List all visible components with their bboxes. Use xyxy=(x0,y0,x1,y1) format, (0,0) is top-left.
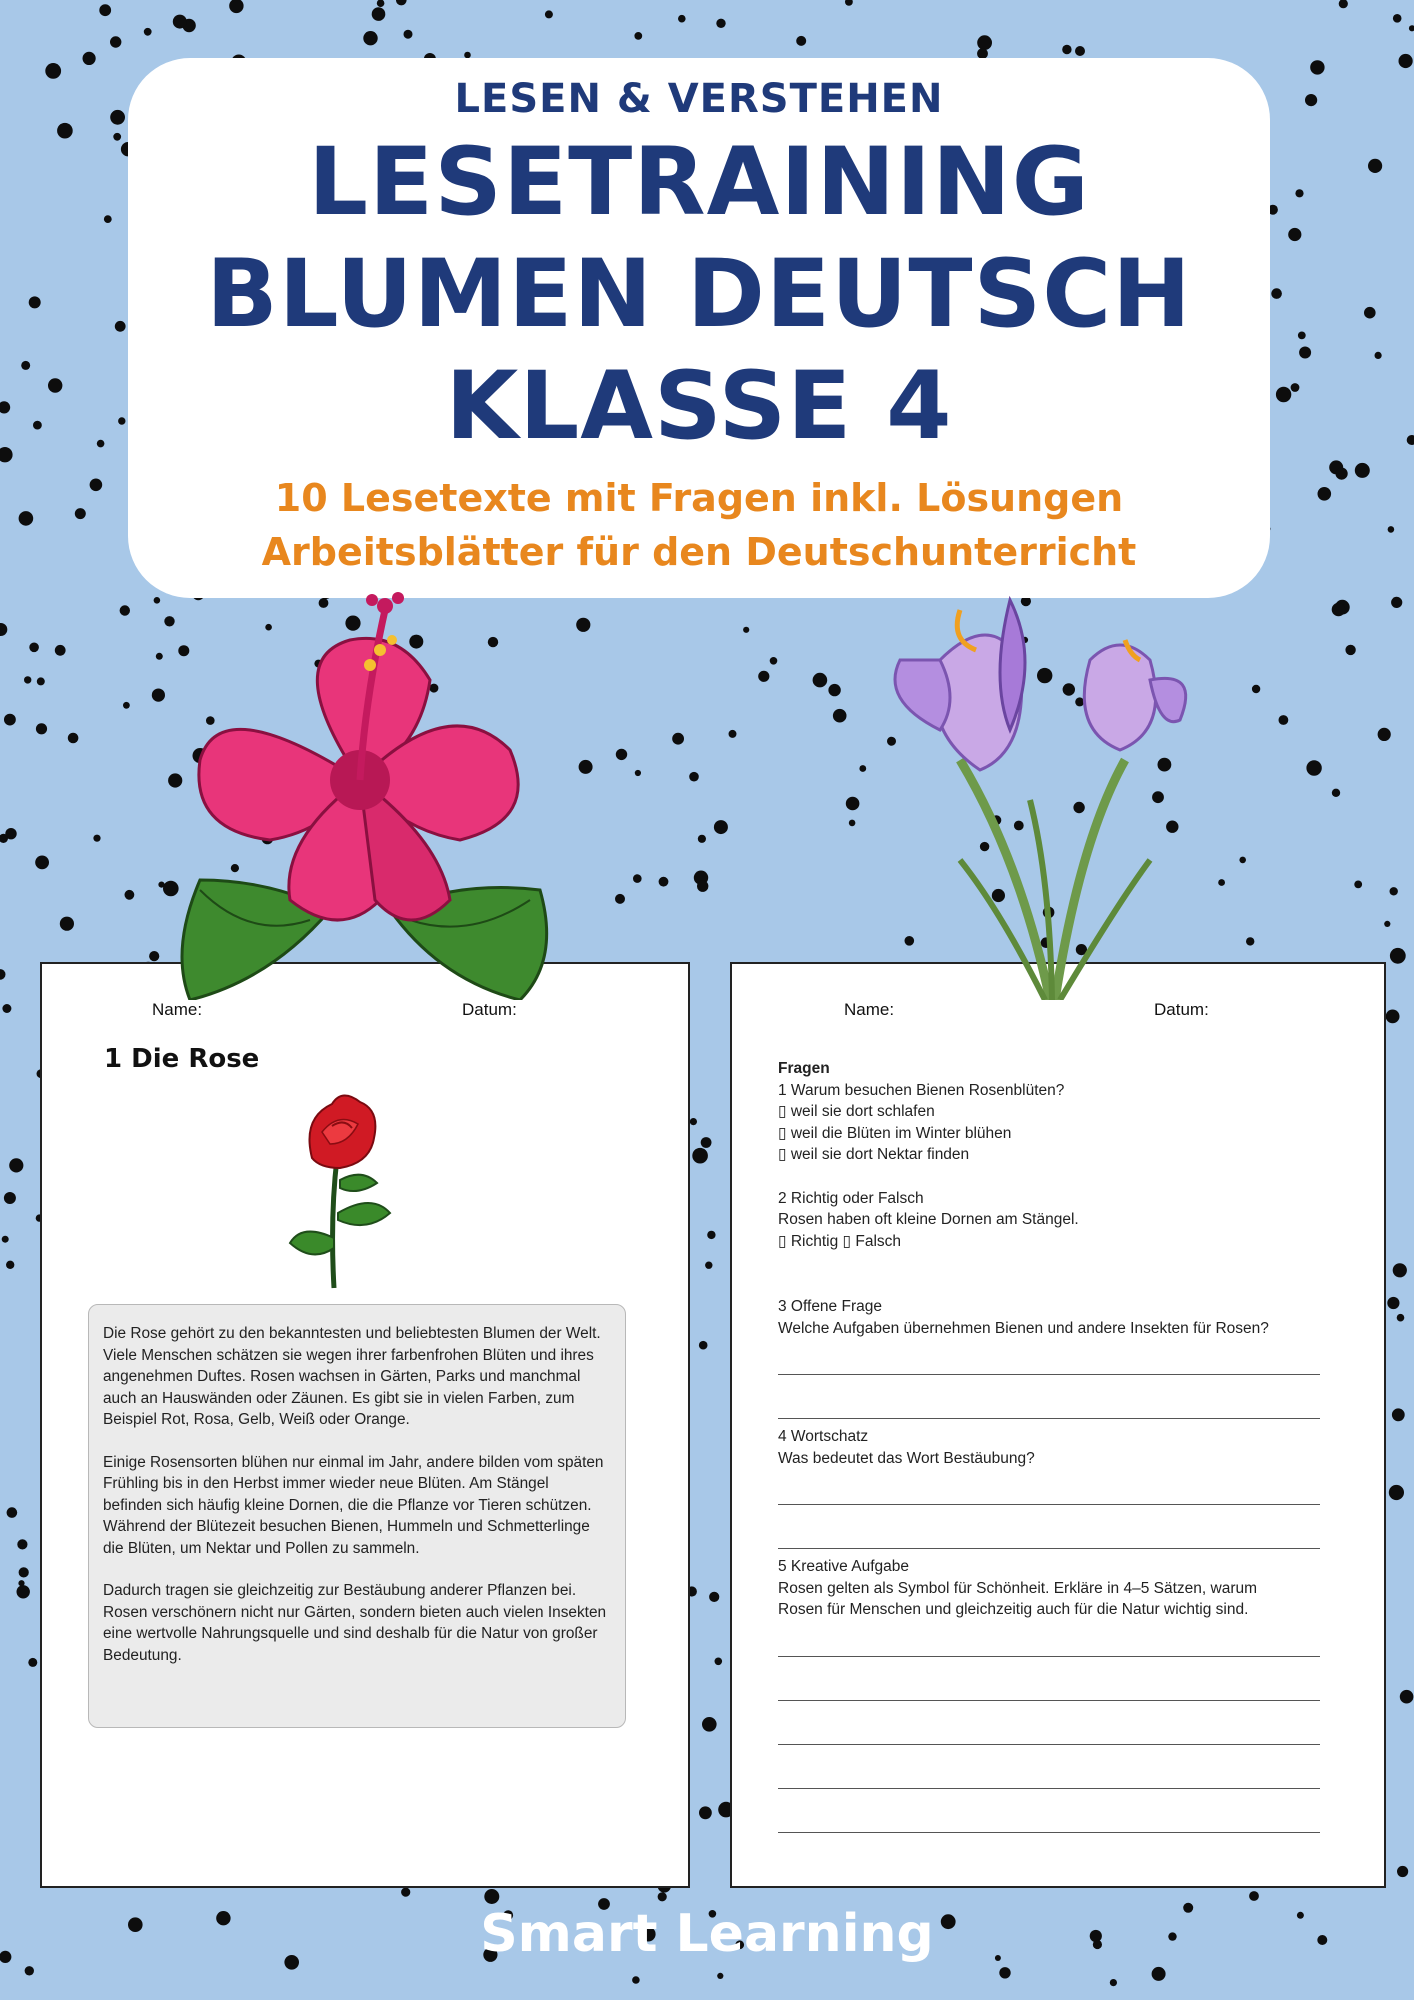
background-dot xyxy=(0,969,6,980)
background-dot xyxy=(714,820,728,834)
paragraph-3: Dadurch tragen sie gleichzeitig zur Bestäubung anderer Pflanzen bei. Rosen verschönern nicht nur Gärten, sondern bieten auch vielen Insekten eine wertvolle Nahrungsquelle und sind deshalb für die Natur von großer Bedeutung. xyxy=(103,1582,607,1664)
background-dot xyxy=(716,19,725,28)
kicker-label: LESEN & VERSTEHEN xyxy=(454,76,944,122)
background-dot xyxy=(377,0,385,7)
background-dot xyxy=(1393,14,1402,23)
background-dot xyxy=(2,1236,9,1243)
question-5-block xyxy=(778,1556,1326,1621)
answer-line[interactable] xyxy=(778,1744,1320,1745)
background-dot xyxy=(1409,25,1414,31)
background-dot xyxy=(635,770,641,776)
paragraph-1: Die Rose gehört zu den bekanntesten und beliebtesten Blumen der Welt. Viele Menschen schätzen sie wegen ihrer farbenfrohen Blüten und ihres angenehmen Duftes. Rosen wachsen in Gärten, Parks und manchmal auch an Hauswänden oder Zäunen. Es gibt sie in vielen Farben, zum Beispiel Rot, Rosa, Gelb, Weiß oder Orange. xyxy=(103,1325,601,1428)
background-dot xyxy=(1378,728,1391,741)
background-dot xyxy=(634,32,642,40)
background-dot xyxy=(729,730,737,738)
background-dot xyxy=(1291,383,1300,392)
background-dot xyxy=(404,30,413,39)
background-dot xyxy=(19,511,34,526)
background-dot xyxy=(690,1118,697,1125)
background-dot xyxy=(833,709,847,723)
background-dot xyxy=(1271,288,1282,299)
background-dot xyxy=(19,1567,29,1577)
background-dot xyxy=(689,772,699,782)
background-dot xyxy=(113,133,121,141)
background-dot xyxy=(83,52,96,65)
questions-worksheet xyxy=(730,962,1386,1888)
background-dot xyxy=(717,1973,723,1979)
background-dot xyxy=(678,15,686,23)
background-dot xyxy=(115,321,126,332)
background-dot xyxy=(1110,1979,1117,1986)
background-dot xyxy=(615,894,625,904)
background-dot xyxy=(149,951,159,961)
background-dot xyxy=(1400,1690,1414,1704)
background-dot xyxy=(977,35,992,50)
background-dot xyxy=(36,723,47,734)
background-dot xyxy=(1249,1891,1259,1901)
background-dot xyxy=(1390,887,1398,895)
answer-line[interactable] xyxy=(778,1700,1320,1701)
background-dot xyxy=(1397,1866,1408,1877)
background-dot xyxy=(1318,487,1332,501)
background-dot xyxy=(9,1158,23,1172)
background-dot xyxy=(45,63,61,79)
background-dot xyxy=(796,36,806,46)
background-dot xyxy=(1397,1314,1405,1322)
background-dot xyxy=(25,1966,34,1975)
background-dot xyxy=(846,797,860,811)
background-dot xyxy=(1392,1408,1405,1421)
background-dot xyxy=(1310,60,1324,74)
question-4-block xyxy=(778,1426,1326,1469)
background-dot xyxy=(1288,228,1301,241)
background-dot xyxy=(845,0,853,6)
background-dot xyxy=(1279,715,1289,725)
background-dot xyxy=(118,417,125,424)
question-4-text: Was bedeutet das Wort Bestäubung? xyxy=(778,1449,1035,1467)
background-dot xyxy=(68,733,79,744)
background-dot xyxy=(699,1806,712,1819)
background-dot xyxy=(1298,332,1306,340)
background-dot xyxy=(6,1261,14,1269)
background-dot xyxy=(859,765,866,772)
background-dot xyxy=(579,760,593,774)
answer-line[interactable] xyxy=(778,1548,1320,1549)
background-dot xyxy=(104,215,112,223)
rose-icon xyxy=(282,1088,402,1292)
background-dot xyxy=(828,684,840,696)
background-dot xyxy=(697,881,708,892)
background-dot xyxy=(1407,435,1414,445)
date-label: Datum: xyxy=(1154,1000,1209,1019)
background-dot xyxy=(616,749,627,760)
question-5-text-2: Rosen für Menschen und gleichzeitig auch für die Natur wichtig sind. xyxy=(778,1601,1249,1618)
answer-line[interactable] xyxy=(778,1504,1320,1505)
title-line-3: KLASSE 4 xyxy=(445,352,953,461)
background-dot xyxy=(1152,1967,1166,1981)
background-dot xyxy=(29,643,39,653)
background-dot xyxy=(55,645,66,656)
background-dot xyxy=(1075,46,1085,56)
background-dot xyxy=(229,0,243,13)
background-dot xyxy=(672,733,684,745)
background-dot xyxy=(4,714,16,726)
background-dot xyxy=(93,835,100,842)
background-dot xyxy=(698,835,706,843)
background-dot xyxy=(120,605,130,615)
background-dot xyxy=(1399,54,1413,68)
background-dot xyxy=(701,1137,712,1148)
background-dot xyxy=(1332,603,1346,617)
background-dot xyxy=(1364,307,1376,319)
background-dot xyxy=(4,1192,16,1204)
hibiscus-flower-icon xyxy=(160,580,560,1000)
background-dot xyxy=(1355,463,1370,478)
name-label: Name: xyxy=(152,1000,203,1019)
question-1-option-2[interactable]: ▯ weil die Blüten im Winter blühen xyxy=(778,1124,1012,1142)
background-dot xyxy=(692,1148,708,1164)
background-dot xyxy=(363,31,377,45)
background-dot xyxy=(99,4,111,16)
background-dot xyxy=(372,7,386,21)
background-dot xyxy=(29,296,41,308)
background-dot xyxy=(33,421,42,430)
background-dot xyxy=(813,673,828,688)
title-line-2: BLUMEN DEUTSCH xyxy=(206,240,1192,349)
background-dot xyxy=(1391,597,1402,608)
background-dot xyxy=(1252,685,1260,693)
background-dot xyxy=(1299,347,1311,359)
brand-logo-text: Smart Learning xyxy=(480,1904,934,1964)
reading-worksheet xyxy=(40,962,690,1888)
background-dot xyxy=(1305,94,1317,106)
question-1-title: 1 Warum besuchen Bienen Rosenblüten? xyxy=(778,1081,1065,1099)
background-dot xyxy=(1386,1010,1400,1024)
subtitle-line-2: Arbeitsblätter für den Deutschunterricht xyxy=(261,530,1137,574)
background-dot xyxy=(17,1539,27,1549)
background-dot xyxy=(715,1658,723,1666)
background-dot xyxy=(24,676,31,683)
date-label: Datum: xyxy=(462,1000,517,1019)
background-dot xyxy=(0,401,10,413)
question-2-statement: Rosen haben oft kleine Dornen am Stängel. xyxy=(778,1211,1079,1228)
background-dot xyxy=(1276,387,1291,402)
answer-line[interactable] xyxy=(778,1832,1320,1833)
question-1-option-1[interactable]: ▯ weil sie dort schlafen xyxy=(778,1103,935,1120)
question-5-title: 5 Kreative Aufgabe xyxy=(778,1558,909,1575)
background-dot xyxy=(35,856,49,870)
name-label: Name: xyxy=(844,1000,895,1019)
question-4-title: 4 Wortschatz xyxy=(778,1428,869,1445)
background-dot xyxy=(110,110,125,125)
background-dot xyxy=(21,361,30,370)
background-dot xyxy=(1246,937,1254,945)
background-dot xyxy=(1368,159,1382,173)
background-dot xyxy=(545,10,553,18)
title-card xyxy=(128,58,1270,598)
background-dot xyxy=(1336,468,1348,480)
background-dot xyxy=(123,702,130,709)
question-2-options[interactable]: ▯ Richtig ▯ Falsch xyxy=(778,1232,902,1250)
background-dot xyxy=(699,1341,708,1350)
background-dot xyxy=(401,1888,410,1897)
reading-text-box xyxy=(88,1304,626,1728)
background-dot xyxy=(144,28,152,36)
background-dot xyxy=(0,623,7,636)
questions-block xyxy=(778,1058,1326,1252)
background-dot xyxy=(999,1967,1010,1978)
background-dot xyxy=(97,440,105,448)
background-dot xyxy=(0,447,13,462)
answer-line[interactable] xyxy=(778,1656,1320,1657)
background-dot xyxy=(7,1507,18,1518)
background-dot xyxy=(707,1231,715,1239)
background-dot xyxy=(743,627,749,633)
background-dot xyxy=(48,378,62,392)
background-dot xyxy=(17,1585,30,1598)
background-dot xyxy=(659,877,669,887)
background-dot xyxy=(57,123,73,139)
question-5-text-1: Rosen gelten als Symbol für Schönheit. Erkläre in 4–5 Sätzen, warum xyxy=(778,1579,1258,1597)
background-dot xyxy=(37,677,45,685)
background-dot xyxy=(1239,857,1246,864)
background-dot xyxy=(576,618,590,632)
background-dot xyxy=(124,890,134,900)
background-dot xyxy=(173,15,187,29)
background-dot xyxy=(484,1889,499,1904)
background-dot xyxy=(1345,645,1355,655)
background-dot xyxy=(849,820,856,827)
question-1-option-3[interactable]: ▯ weil sie dort Nektar finden xyxy=(778,1146,970,1163)
background-dot xyxy=(1389,1485,1404,1500)
title-line-1: LESETRAINING xyxy=(308,128,1090,237)
background-dot xyxy=(110,36,121,47)
questions-heading: Fragen xyxy=(778,1060,830,1077)
background-dot xyxy=(1306,760,1321,775)
background-dot xyxy=(1339,0,1348,8)
answer-line[interactable] xyxy=(778,1788,1320,1789)
crocus-flower-icon xyxy=(880,580,1240,1000)
background-dot xyxy=(60,917,74,931)
background-dot xyxy=(1375,352,1382,359)
paragraph-2: Einige Rosensorten blühen nur einmal im Jahr, andere bilden vom späten Frühling bis in den Herbst immer wieder neue Blüten. Am Stängel befinden sich häufig kleine Dornen, die die Pflanze vor Tieren schützen. Während der Blütezeit besuchen Bienen, Hummeln und Schmetterlinge die Blüten, um Nektar und Pollen zu sammeln. xyxy=(103,1453,604,1557)
question-2-title: 2 Richtig oder Falsch xyxy=(778,1189,924,1207)
background-dot xyxy=(1393,1263,1407,1277)
question-3-block xyxy=(778,1296,1326,1339)
background-dot xyxy=(1390,948,1406,964)
background-dot xyxy=(396,0,407,5)
background-dot xyxy=(1295,189,1303,197)
subtitle-line-1: 10 Lesetexte mit Fragen inkl. Lösungen xyxy=(274,476,1124,520)
answer-line[interactable] xyxy=(778,1418,1320,1419)
background-dot xyxy=(632,1976,640,1984)
answer-line[interactable] xyxy=(778,1374,1320,1375)
background-dot xyxy=(1387,1297,1399,1309)
question-3-title: 3 Offene Frage xyxy=(778,1298,882,1315)
text-title: 1 Die Rose xyxy=(104,1044,260,1074)
background-dot xyxy=(1384,921,1390,927)
background-dot xyxy=(658,1892,667,1901)
question-3-text: Welche Aufgaben übernehmen Bienen und andere Insekten für Rosen? xyxy=(778,1319,1269,1337)
background-dot xyxy=(2,1004,11,1013)
background-dot xyxy=(1388,526,1395,533)
background-dot xyxy=(633,874,642,883)
background-dot xyxy=(75,508,86,519)
background-dot xyxy=(705,1262,712,1269)
background-dot xyxy=(709,1592,719,1602)
background-dot xyxy=(770,657,778,665)
background-dot xyxy=(1332,789,1340,797)
background-dot xyxy=(90,479,103,492)
background-dot xyxy=(1062,45,1071,54)
background-dot xyxy=(28,1658,37,1667)
background-dot xyxy=(758,671,769,682)
background-dot xyxy=(702,1717,717,1732)
background-dot xyxy=(1354,881,1362,889)
